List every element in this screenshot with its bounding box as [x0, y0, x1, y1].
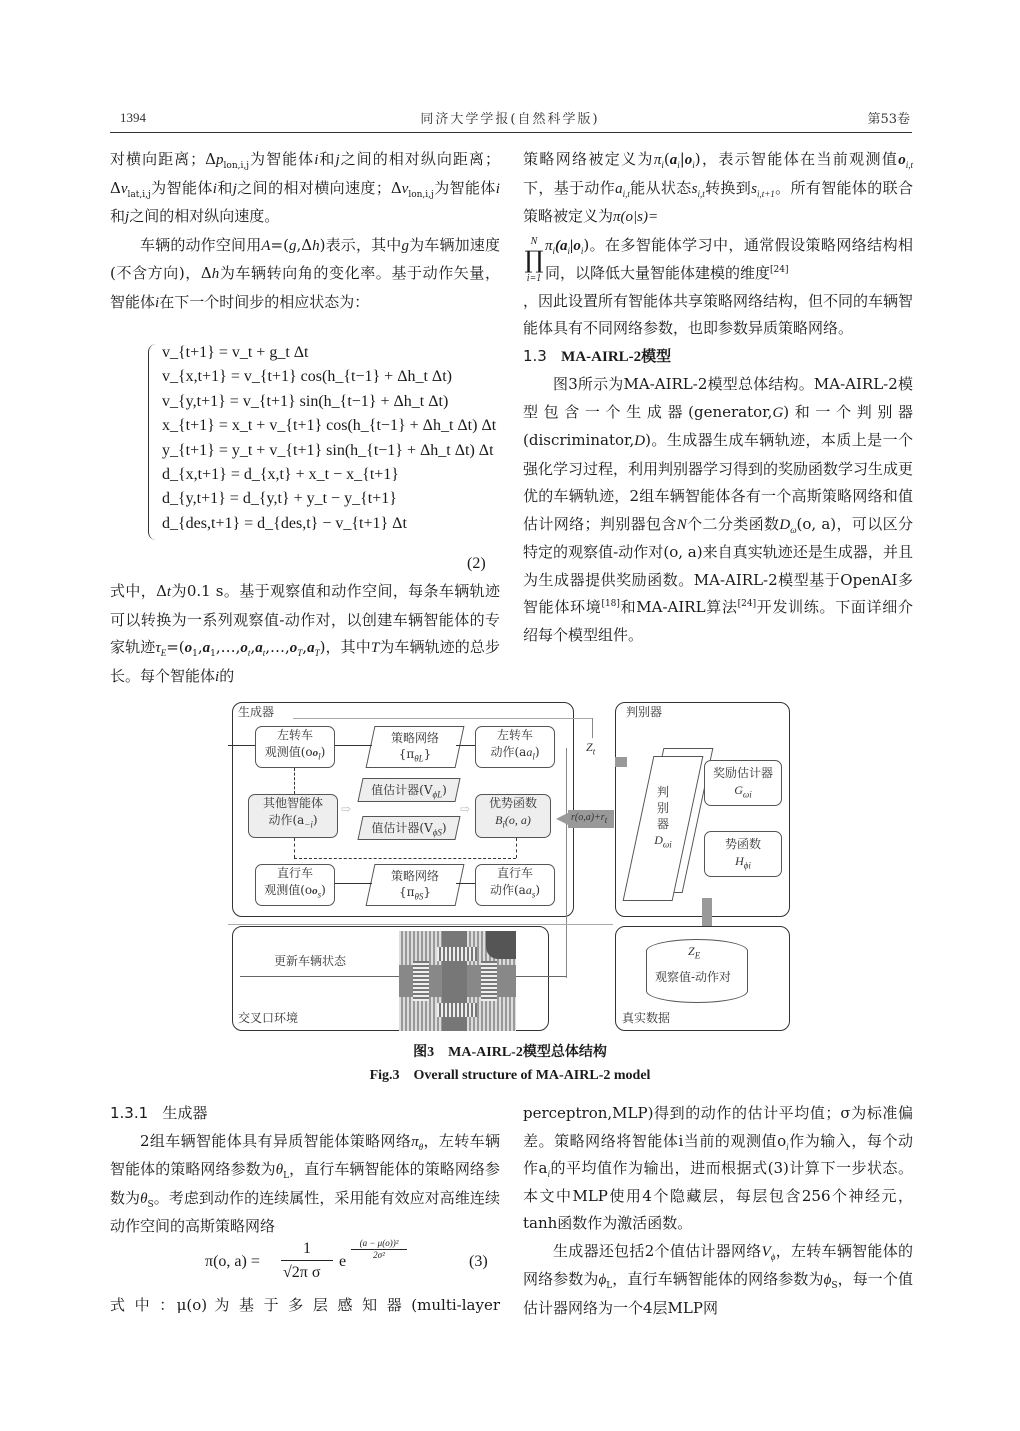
- potential-function-node: 势函数 $H_{\phi i}$: [704, 831, 782, 877]
- value-estimator-left-text: 值估计器$(V_{\phi L})$: [371, 783, 447, 800]
- paragraph-value-estimator: 生成器还包括2个值估计器网络$V_\phi$，左转车辆智能体的网络参数为$\phi_L$，直行车辆智能体的网络参数为$\phi_S$，每一个值估计器网络为一个4层MLP网: [523, 1241, 913, 1317]
- equation-line: x_{t+1} = x_t + v_{t+1} cos(h_{t−1} + Δh_t Δt) Δt: [162, 417, 497, 435]
- advantage-function-node: 优势函数 $B_i(o$, a): [475, 794, 551, 838]
- left-column-last: [110, 1292, 500, 1320]
- real-data-label: 真实数据: [622, 1011, 671, 1025]
- discriminator-label: 判别器: [626, 705, 663, 719]
- equation-line: v_{t+1} = v_t + g_t Δt: [162, 344, 309, 361]
- connector-top: [293, 718, 593, 719]
- left-column-bottom: [110, 1100, 500, 1241]
- left-turn-observation-node: 左转车 观测值$(oo_l)$: [255, 726, 335, 768]
- update-state-line: [240, 976, 399, 977]
- volume-label: 第53卷: [867, 112, 910, 127]
- equation-3: π(o, a) = 1 √2π σ e (a − μ(o))² 2σ² (3): [205, 1238, 488, 1281]
- paragraph-distance-defs: 对横向距离；$\Delta p_{lon,i,j}$为智能体i和j之间的相对纵向距离；$\Delta v_{lat,i,j}$为智能体i和j之间的相对横向速度；$\Delta v_{lon,i,j}$为智能体i和j之间的相对纵向速度。: [110, 150, 500, 225]
- running-header: [110, 108, 910, 130]
- equation-number-2: (2): [467, 555, 486, 572]
- arrow-policy-to-action-straight: [456, 883, 475, 884]
- discriminator-network-text: 判 别 器 $D_{\omega i}$: [654, 785, 672, 850]
- equation-line: d_{x,t+1} = d_{x,t} + x_t − x_{t+1}: [162, 466, 399, 484]
- paragraph-mu-definition: 式 中 ：μ(o) 为 基 于 多 层 感 知 器 (multi-layer: [110, 1296, 500, 1314]
- dashed-line-straight-action: [294, 858, 516, 859]
- zt-label: $Z_t$: [586, 740, 596, 757]
- connector-bottom: [228, 924, 613, 925]
- arrow-policy-to-action: [456, 745, 475, 746]
- hollow-arrow-icon: ⇨: [460, 802, 471, 816]
- product-symbol: ∏: [524, 245, 544, 274]
- paragraph-policy-definition: 策略网络被定义为$\pi_i(a_i|o_i)$，表示智能体在当前观测值$o_{i,t}$下，基于动作$a_{i,t}$能从状态$s_{i,t}$转换到$s_{i,t+1}$。所有智能体的联合策略被定义为π(o|s)=: [523, 150, 913, 225]
- arrow-obs-to-policy-straight: [335, 883, 372, 884]
- product-operator: N ∏ i=1: [524, 235, 544, 284]
- generator-label: 生成器: [238, 705, 275, 719]
- straight-action-node: 直行车 动作$(aa_s)$: [475, 864, 555, 906]
- left-column-top: [110, 146, 500, 338]
- section-1-3-1-heading: 1.3.1 生成器: [110, 1104, 208, 1122]
- figure-caption-en: Fig.3 Overall structure of MA-AIRL-2 model: [369, 1068, 651, 1083]
- straight-observation-node: 直行车 观测值$(oo_s)$: [255, 864, 335, 906]
- page-number: 1394: [120, 110, 146, 125]
- equation-line: v_{y,t+1} = v_{t+1} sin(h_{t−1} + Δh_t Δt): [162, 392, 449, 410]
- header-rule: [110, 132, 912, 133]
- section-1-3-heading: 1.3 MA-AIRL-2模型: [523, 346, 672, 365]
- equation-line: v_{x,t+1} = v_{t+1} cos(h_{t−1} + Δh_t Δt): [162, 368, 452, 386]
- hollow-arrow-icon: ⇨: [341, 802, 352, 816]
- left-turn-action-node: 左转车 动作$(aa_l)$: [475, 726, 555, 768]
- policy-network-straight-text: 策略网络 $\{\pi_{\theta S}\}$: [390, 869, 439, 902]
- fraction-bar: [281, 1260, 333, 1261]
- equation-line: y_{t+1} = y_t + v_{t+1} sin(h_{t−1} + Δh_t Δt) Δt: [162, 441, 494, 459]
- dashed-arrow-straight-to-others: [294, 838, 295, 858]
- equation-number-3: (3): [469, 1253, 488, 1270]
- paragraph-mlp: perceptron,MLP)得到的动作的估计平均值；σ为标准偏差。策略网络将智能体i当前的观测值$o_i$作为输入，每个动作$a_i$的平均值作为输出，进而根据式(3)计算下一步状态。本文中MLP使用4个隐藏层，每层包含256个神经元，tanh函数作为激活函数。: [523, 1104, 914, 1232]
- product-formula-text: $\pi_i(a_i|o_i)$。在多智能体学习中，通常假设策略网络结构相同，以降低大量智能体建模的维度[24]: [545, 235, 913, 282]
- paragraph-model-overview: 图3所示为MA-AIRL-2模型总体结构。MA-AIRL-2模型包含一个生成器(generator,G)和一个判别器(discriminator,D)。生成器生成车辆轨迹，本质上是一个强化学习过程，利用判别器学习得到的奖励函数学习生成更优的车辆轨迹，2组车辆智能体各有一个高斯策略网络和值估计网络；判别器包含N个二分类函数$D_\omega(o$, a)，可以区分特定的观察值-动作对(o, a)来自真实轨迹还是生成器，并且为生成器提供奖励函数。MA-AIRL-2模型基于OpenAI多智能体环境[18]和MA-AIRL算法[24]开发训练。下面详细介绍每个模型组件。: [523, 375, 914, 644]
- paragraph-action-space: 车辆的动作空间用A=(g,Δh)表示，其中g为车辆加速度(不含方向)，Δh为车辆转向角的变化率。基于动作矢量，智能体i在下一个时间步的相应状态为：: [110, 235, 500, 311]
- reward-arrow-label: $r(o,a)+r_t$: [571, 812, 608, 825]
- dashed-arrow-obs-to-others: [294, 768, 295, 794]
- ze-label: $Z_E$: [688, 944, 701, 961]
- arrow-in-left-obs: [228, 745, 255, 746]
- dashed-line-up: [516, 838, 517, 858]
- equation-line: d_{des,t+1} = d_{des,t} − v_{t+1} Δt: [162, 514, 407, 532]
- feedback-arrow: [516, 976, 566, 977]
- journal-title: 同济大学学报(自然科学版): [420, 112, 600, 127]
- connector-zt: [592, 718, 593, 738]
- figure-caption-cn: 图3 MA-AIRL-2模型总体结构: [413, 1045, 607, 1060]
- right-column-bottom: [523, 1100, 913, 1322]
- intersection-aerial-photo: [399, 931, 516, 1031]
- policy-network-left-text: 策略网络 $\{\pi_{\theta L}\}$: [390, 731, 439, 764]
- arrow-obs-to-policy: [335, 745, 372, 746]
- other-agents-action-node: 其他智能体 动作$(a_{-i})$: [248, 794, 338, 838]
- reward-arrow-head-icon: ◀: [556, 808, 569, 827]
- figure-3-diagram: [228, 698, 793, 1033]
- input-arrow: [615, 757, 627, 767]
- left-column-mid: [110, 578, 500, 691]
- paragraph-policy-cont: ，因此设置所有智能体共享策略网络结构，但不同的车辆智能体具有不同网络参数，也即参数异质策略网络。: [523, 291, 914, 337]
- right-column-top: [523, 146, 913, 649]
- equation-line: d_{y,t+1} = d_{y,t} + y_t − y_{t+1}: [162, 490, 397, 508]
- reward-estimator-node: 奖励估计器 $G_{\omega i}$: [704, 760, 782, 806]
- update-state-label: 更新车辆状态: [274, 954, 347, 968]
- product-formula-line: [523, 232, 913, 288]
- value-estimator-straight-text: 值估计器$(V_{\phi S})$: [371, 821, 447, 838]
- paragraph-expert-trajectory: 式中，Δt为0.1 s。基于观察值和动作空间，每条车辆轨迹可以转换为一系列观察值-动作对，以创建车辆智能体的专家轨迹$\tau_E=(o_1,a_1,\dots,o_t,a_t,\dots,o_T,a_T)$，其中T为车辆轨迹的总步长。每个智能体i的: [110, 582, 500, 685]
- observation-action-pairs-label: 观察值-动作对: [655, 970, 732, 984]
- paragraph-generator: 2组车辆智能体具有异质智能体策略网络$\pi_\theta$，左转车辆智能体的策略网络参数为$\theta_L$，直行车辆智能体的策略网络参数为$\theta_S$。考虑到动作的连续属性，采用能有效应对高维连续动作空间的高斯策略网络: [110, 1131, 500, 1235]
- connector-vertical: [566, 748, 567, 978]
- environment-label: 交叉口环境: [238, 1011, 299, 1025]
- equation-system-2: [148, 341, 498, 536]
